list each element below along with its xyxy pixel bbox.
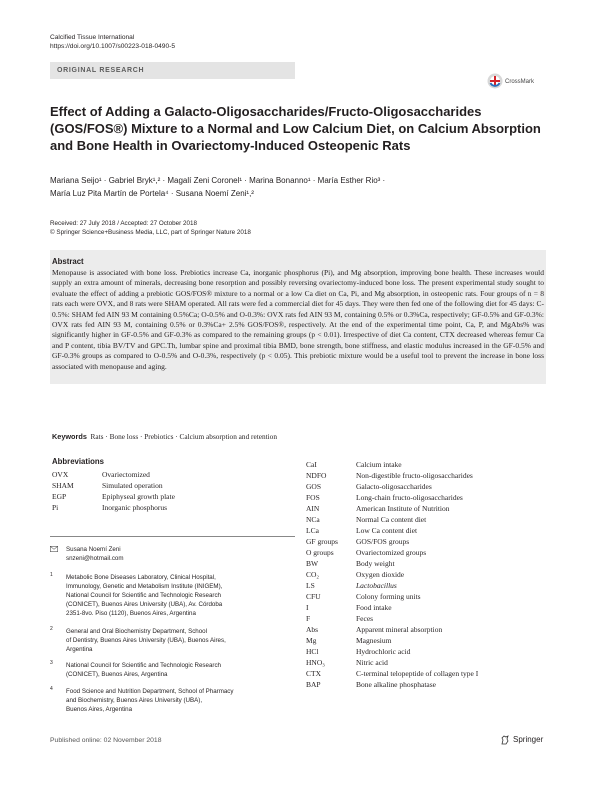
published-online: Published online: 02 November 2018	[50, 737, 162, 744]
abbreviation-definition: Ovariectomized	[102, 470, 150, 479]
affiliation-line: General and Oral Biochemistry Department, School	[66, 628, 208, 635]
abbreviation-row	[306, 569, 546, 580]
footnote-divider	[50, 536, 295, 537]
article-type-banner	[50, 62, 295, 79]
abbreviation-row	[306, 514, 546, 525]
affiliation-line: National Council for Scientific and Technologic Research	[66, 592, 222, 599]
abbreviation-term: CaI	[306, 460, 317, 469]
abbreviations-heading: Abbreviations	[52, 457, 104, 466]
springer-horse-icon	[500, 735, 510, 745]
abbreviation-definition: Hydrochloric acid	[356, 647, 411, 656]
journal-doi[interactable]: https://doi.org/10.1007/s00223-018-0490-5	[50, 43, 176, 50]
abbreviation-definition: Bone alkaline phosphatase	[356, 680, 436, 689]
abbreviation-term: Pi	[52, 503, 59, 512]
article-dates	[50, 219, 550, 237]
abbreviation-term: NDFO	[306, 471, 327, 480]
publisher-logo	[500, 735, 543, 745]
abbreviation-row	[52, 480, 292, 491]
envelope-icon	[50, 546, 58, 552]
abbreviation-term: SHAM	[52, 481, 74, 490]
abbreviation-definition: Feces	[356, 614, 374, 623]
abbreviation-term: AIN	[306, 504, 320, 513]
abbreviation-row	[306, 602, 546, 613]
abbreviation-row	[52, 469, 292, 480]
abbreviation-definition: American Institute of Nutrition	[356, 504, 450, 513]
abbreviation-definition: GOS/FOS groups	[356, 537, 410, 546]
received-accepted: Received: 27 July 2018 / Accepted: 27 October 2018	[50, 220, 198, 227]
crossmark-icon	[487, 73, 503, 89]
abbreviation-row	[306, 668, 546, 679]
abbreviation-definition: Colony forming units	[356, 592, 421, 601]
abbreviation-definition: Oxygen dioxide	[356, 570, 405, 579]
abbreviation-term: Mg	[306, 636, 317, 645]
abbreviation-row	[306, 679, 546, 690]
affiliation-number: 4	[50, 686, 53, 692]
keywords	[52, 432, 542, 441]
abbreviation-definition: Calcium intake	[356, 460, 402, 469]
affiliation-number: 2	[50, 626, 53, 632]
abbreviation-term: LS	[306, 581, 315, 590]
abbreviation-row	[306, 635, 546, 646]
abbreviation-row	[306, 470, 546, 481]
publisher-name: Springer	[513, 735, 544, 745]
keywords-text: Rats · Bone loss · Prebiotics · Calcium absorption and retention	[90, 432, 277, 441]
abbreviation-term: HNO₃	[306, 658, 325, 667]
affiliation-line: Immunology, Genetic and Metabolism Institute (INIGEM),	[66, 583, 223, 590]
affiliation-line: Metabolic Bone Diseases Laboratory, Clinical Hospital,	[66, 574, 216, 581]
journal-name: Calcified Tissue International	[50, 34, 135, 41]
affiliation-line: National Council for Scientific and Technologic Research	[66, 662, 222, 669]
abbreviation-row	[52, 502, 292, 513]
abbreviation-term: EGP	[52, 492, 67, 501]
affiliation-line: Food Science and Nutrition Department, School of Pharmacy	[66, 688, 234, 695]
abbreviation-row	[306, 558, 546, 569]
abbreviation-definition: Ovariectomized groups	[356, 548, 427, 557]
abbreviation-term: NCa	[306, 515, 320, 524]
crossmark-label: CrossMark	[505, 79, 535, 85]
abbreviation-row	[306, 459, 546, 470]
abbreviation-row	[306, 547, 546, 558]
abbreviation-row	[306, 657, 546, 668]
crossmark-badge[interactable]	[487, 73, 547, 93]
affiliation-line: and Biochemistry, Buenos Aires University (UBA),	[66, 697, 203, 704]
abbreviation-definition: Normal Ca content diet	[356, 515, 427, 524]
contact-name: Susana Noemí Zeni	[66, 546, 121, 553]
abbreviation-term: CFU	[306, 592, 321, 601]
abbreviation-term: F	[306, 614, 311, 623]
abbreviation-row	[306, 481, 546, 492]
abbreviation-definition: Lactobacillus	[356, 581, 397, 590]
author-line: Mariana Seijo¹ · Gabriel Bryk¹,² · Magalí Zeni Coronel¹ · Marina Bonanno¹ · María Esther Rio³ ·	[50, 176, 386, 185]
copyright-notice: © Springer Science+Business Media, LLC, part of Springer Nature 2018	[50, 229, 251, 236]
abbreviation-term: Abs	[306, 625, 319, 634]
abbreviation-definition: Nitric acid	[356, 658, 388, 667]
affiliation-number: 1	[50, 572, 53, 578]
abbreviation-row	[306, 580, 546, 591]
affiliation-line: (CONICET), Buenos Aires, Argentina	[66, 671, 168, 678]
abbreviation-row	[52, 491, 292, 502]
affiliation-line: Buenos Aires, Argentina	[66, 706, 133, 713]
abbreviations-left-list	[52, 469, 292, 513]
abbreviation-definition: Galacto-oligosaccharides	[356, 482, 432, 491]
affiliation-line: (CONICET), Buenos Aires University (UBA), Av. Córdoba	[66, 601, 223, 608]
author-list	[50, 174, 550, 200]
abbreviation-term: I	[306, 603, 309, 612]
abbreviation-definition: Epiphyseal growth plate	[102, 492, 175, 501]
author-line: María Luz Pita Martín de Portela⁴ · Susana Noemí Zeni¹,²	[50, 189, 254, 198]
abstract-heading: Abstract	[52, 257, 84, 266]
affiliation-number: 3	[50, 660, 53, 666]
affiliation-line: Argentina	[66, 646, 93, 653]
abbreviation-row	[306, 492, 546, 503]
abbreviation-row	[306, 591, 546, 602]
article-title: Effect of Adding a Galacto-Oligosaccharides/Fructo-Oligosaccharides (GOS/FOS®) Mixture to a Normal and Low Calcium Diet, on Calcium Absorption and Bone Health in Ovariectomy-Induced Osteopenic Rats	[50, 104, 541, 153]
abbreviation-term: GF groups	[306, 537, 338, 546]
abbreviation-row	[306, 503, 546, 514]
abbreviation-row	[306, 646, 546, 657]
abbreviation-row	[306, 624, 546, 635]
abbreviation-term: HCl	[306, 647, 319, 656]
abbreviation-row	[306, 536, 546, 547]
abbreviation-term: CTX	[306, 669, 321, 678]
abbreviation-term: BW	[306, 559, 319, 568]
abbreviation-definition: Magnesium	[356, 636, 392, 645]
affiliation-line: 2351-8vo. Piso (1120), Buenos Aires, Argentina	[66, 610, 196, 617]
abbreviation-definition: Long-chain fructo-oligosaccharides	[356, 493, 463, 502]
contact-email[interactable]: snzeni@hotmail.com	[66, 555, 124, 562]
abbreviation-term: GOS	[306, 482, 322, 491]
abbreviation-term: CO₂	[306, 570, 320, 579]
abbreviations-right-list	[306, 459, 546, 690]
abbreviation-definition: Apparent mineral absorption	[356, 625, 443, 634]
journal-header	[50, 33, 175, 51]
abbreviation-term: FOS	[306, 493, 320, 502]
abbreviation-term: BAP	[306, 680, 321, 689]
abbreviation-row	[306, 525, 546, 536]
abbreviation-definition: Inorganic phosphorus	[102, 503, 168, 512]
abstract-text: Menopause is associated with bone loss. Prebiotics increase Ca, inorganic phosphorus (Pi), and Mg absorption, improving bone health. These increases would supply an extra amount of minerals, decreasing bone resorption and possibly reversing ovariectomy-induced bone loss. The present experimental study sought to evaluate the effect of adding a prebiotic GOS/FOS® mixture to a normal or a low Ca diet on Ca, Pi, and Mg absorption, in osteopenic rats. Four groups of n = 8 rats each were OVX, and 8 rats were SHAM operated. All rats were fed a commercial diet for 45 days. They were then fed one of the following diet for 45 days: C-0.5%: SHAM fed AIN 93 M containing 0.5%Ca; O-0.5% and O-0.3%: OVX rats fed AIN 93 M, containing 0.5% or 0.3%Ca, respectively; GF-0.5% and GF-0.3%: OVX rats fed AIN 93 M, containing 0.5% or 0.3%Ca+ 2.5% GOS/FOS®, respectively. At the end of the experimental time point, Ca, P, and MgAbs% was significantly higher in GF-0.5% and GF-0.3% as compared to the remaining groups (p < 0.01). Irrespective of diet Ca content, CTX decreased whereas femur Ca and P content, tibia BV/TV and GPC.Th, lumbar spine and proximal tibia BMD, bone strength, bone stiffness, and elastic modulus increased in the GF-0.5% and GF-0.3% groups as compared to O-0.5% and O-0.3%, respectively (p < 0.05). This prebiotic mixture would be a useful tool to prevent the increase in bone loss associated with menopause and aging.	[52, 268, 544, 371]
abbreviation-definition: Food intake	[356, 603, 392, 612]
abbreviation-definition: Simulated operation	[102, 481, 163, 490]
article-type-label: ORIGINAL RESEARCH	[57, 67, 145, 74]
affiliation-line: of Dentistry, Buenos Aires University (UBA), Buenos Aires,	[66, 637, 226, 644]
abbreviation-definition: C-terminal telopeptide of collagen type I	[356, 669, 479, 678]
abbreviation-term: O groups	[306, 548, 334, 557]
abbreviation-row	[306, 613, 546, 624]
abbreviation-term: LCa	[306, 526, 319, 535]
abbreviation-definition: Low Ca content diet	[356, 526, 418, 535]
abbreviation-definition: Non-digestible fructo-oligosaccharides	[356, 471, 473, 480]
abbreviation-definition: Body weight	[356, 559, 395, 568]
abbreviation-term: OVX	[52, 470, 69, 479]
keywords-label: Keywords	[52, 432, 87, 441]
